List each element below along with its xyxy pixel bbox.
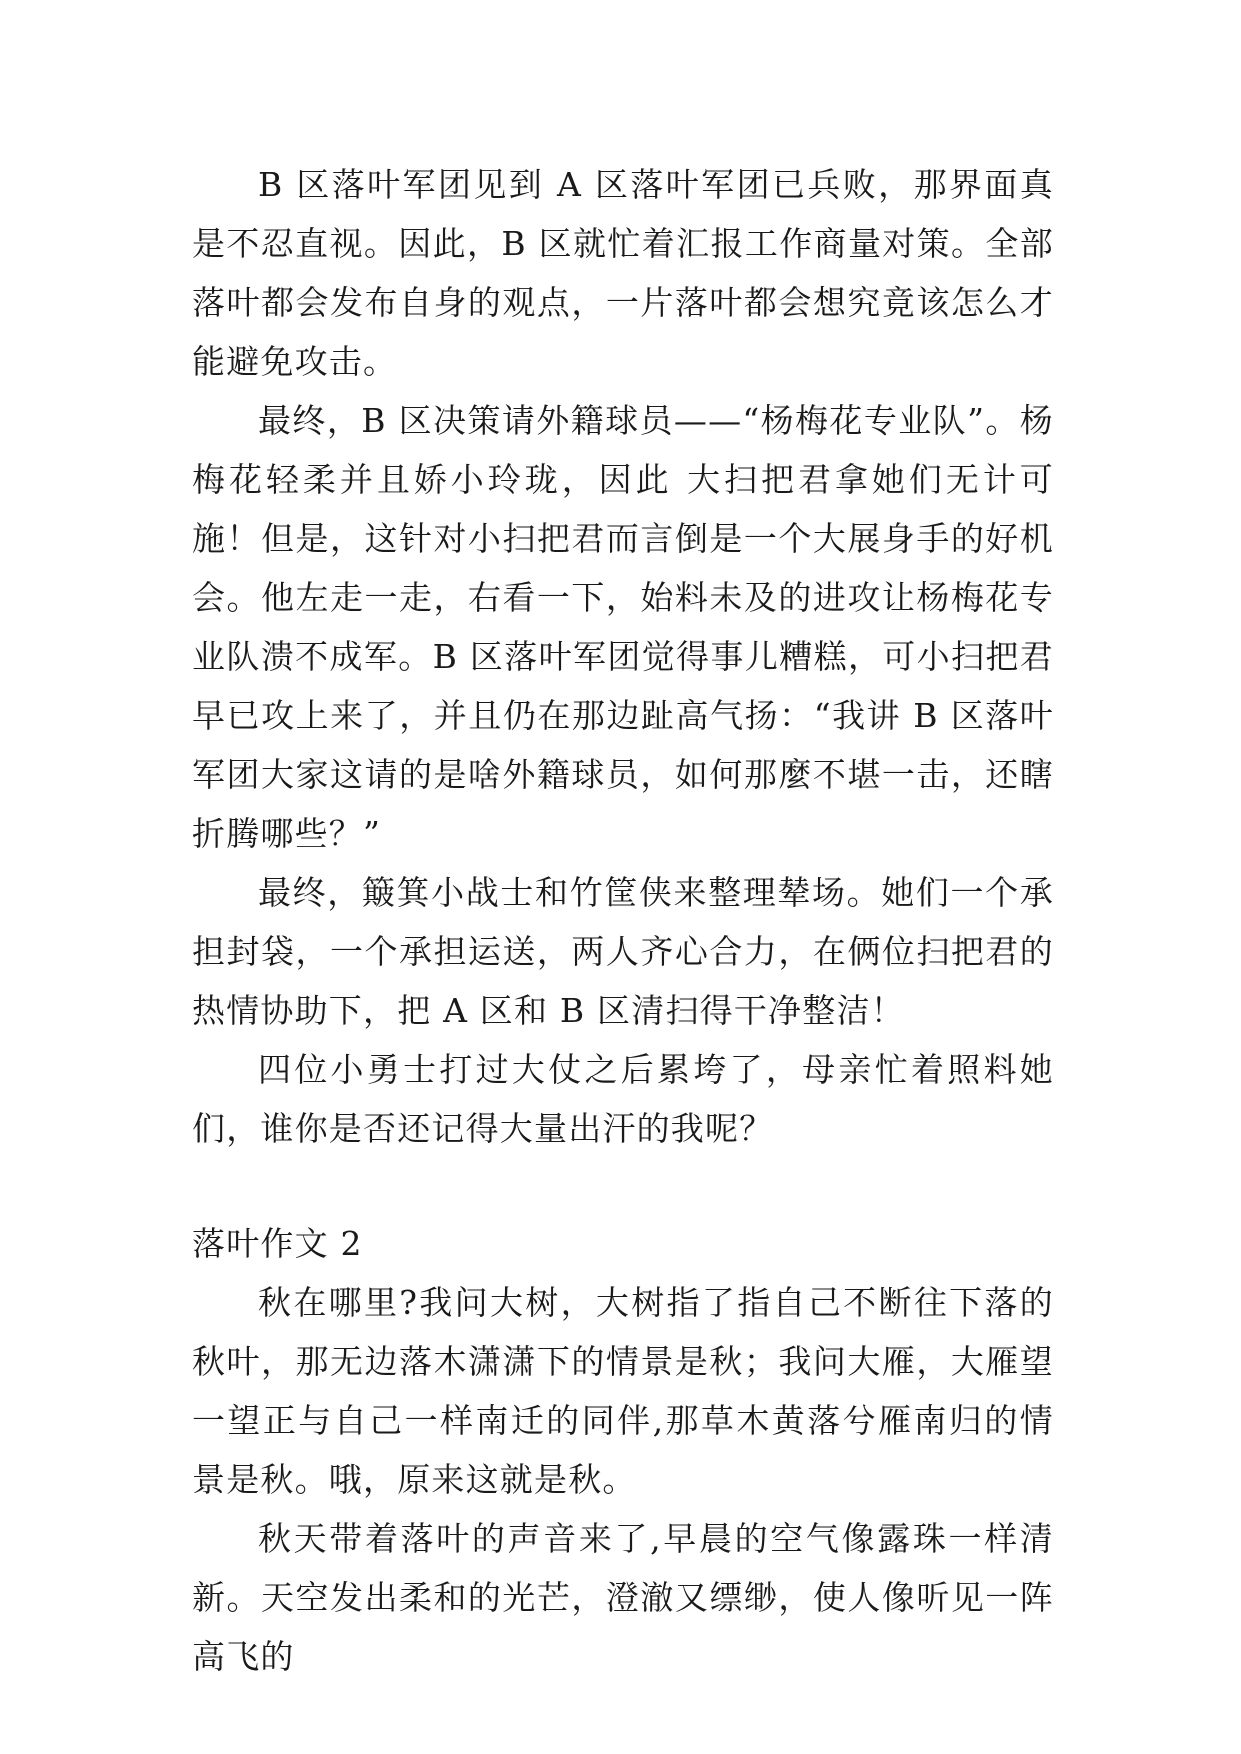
paragraph-autumn-sound: 秋天带着落叶的声音来了,早晨的空气像露珠一样清新。天空发出柔和的光芒，澄澈又缥缈，使人像听见一阵高飞的 xyxy=(192,1519,1054,1676)
document-body xyxy=(192,155,1054,1686)
paragraph-where-is-autumn: 秋在哪里?我问大树，大树指了指自己不断往下落的秋叶，那无边落木潇潇下的情景是秋；我问大雁，大雁望一望正与自己一样南迁的同伴,那草木黄落兮雁南归的情景是秋。哦，原来这就是秋。 xyxy=(192,1283,1054,1499)
paragraph-a-b-district-fall: B 区落叶军团见到 A 区落叶军团已兵败，那界面真是不忍直视。因此，B 区就忙着汇报工作商量对策。全部落叶都会发布自身的观点，一片落叶都会想究竟该怎么才能避免攻击。 xyxy=(192,165,1054,381)
section-heading: 落叶作文 2 xyxy=(192,1224,363,1263)
paragraph-foreign-players: 最终，B 区决策请外籍球员——“杨梅花专业队”。杨梅花轻柔并且娇小玲珑，因此 大扫把君拿她们无计可施！但是，这针对小扫把君而言倒是一个大展身手的好机会。他左走一走，右看一下，始料未及的进攻让杨梅花专业队溃不成军。B 区落叶军团觉得事儿糟糕，可小扫把君早已攻上来了，并且仍在那边趾高气扬：“我讲 B 区落叶军团大家这请的是啥外籍球员，如何那麼不堪一击，还瞎折腾哪些？” xyxy=(192,401,1054,853)
paragraph-tired-heroes: 四位小勇士打过大仗之后累垮了，母亲忙着照料她们，谁你是否还记得大量出汗的我呢？ xyxy=(192,1050,1054,1148)
paragraph-cleanup: 最终，簸箕小战士和竹筐侠来整理辇场。她们一个承担封袋，一个承担运送，两人齐心合力，在俩位扫把君的热情协助下，把 A 区和 B 区清扫得干净整洁！ xyxy=(192,873,1054,1030)
